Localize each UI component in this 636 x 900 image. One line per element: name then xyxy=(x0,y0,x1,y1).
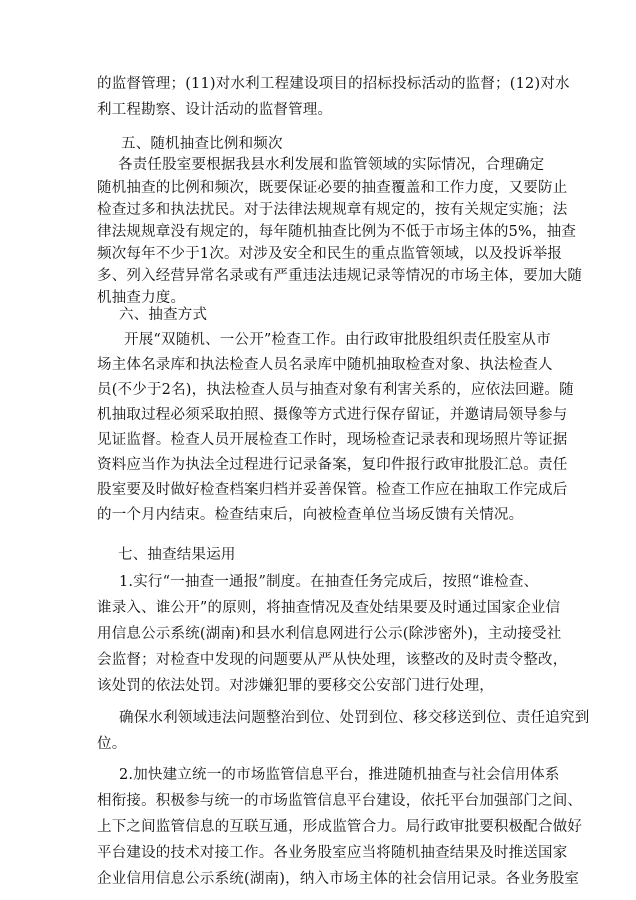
section-heading-5: 五、随机抽查比例和频次 xyxy=(121,136,283,152)
text-line: 谁录入、谁公开”的原则，将抽查情况及查处结果要及时通过国家企业信 xyxy=(97,600,561,616)
text-line: 的一个月内结束。检查结束后，向被检查单位当场反馈有关情况。 xyxy=(97,507,524,523)
text-line: 频次每年不少于1次。对涉及安全和民生的重点监管领域，以及投诉举报 xyxy=(97,246,563,262)
text-line: 用信息公示系统(湖南)和县水利信息网进行公示(除涉密外)，主动接受社 xyxy=(97,626,562,642)
text-line: 机抽取过程必须采取拍照、摄像等方式进行保存留证，并邀请局领导参与 xyxy=(97,407,568,423)
text-line: 开展“双随机、一公开”检查工作。由行政审批股组织责任股室从市 xyxy=(124,332,551,348)
text-line: 2.加快建立统一的市场监管信息平台，推进随机抽查与社会信用体系 xyxy=(119,767,560,783)
text-line: 上下之间监管信息的互联互通，形成监管合力。局行政审批要积极配合做好 xyxy=(97,819,583,835)
text-line: 员(不少于2名)，执法检查人员与抽查对象有利害关系的，应依法回避。随 xyxy=(97,382,574,398)
text-line: 1.实行“一抽查一通报”制度。在抽查任务完成后，按照“谁检查、 xyxy=(119,574,539,590)
text-line: 机抽查力度。 xyxy=(97,290,186,306)
text-line: 资料应当作为执法全过程进行记录备案，复印件报行政审批股汇总。责任 xyxy=(97,457,568,473)
text-line: 检查过多和执法扰民。对于法律法规规章有规定的，按有关规定实施；法 xyxy=(97,202,568,218)
section-heading-7: 七、抽查结果运用 xyxy=(118,547,236,563)
section-heading-6: 六、抽查方式 xyxy=(119,307,208,323)
text-line: 确保水利领域违法问题整治到位、处罚到位、移交移送到位、责任追究到 xyxy=(119,710,590,726)
text-line: 见证监督。检查人员开展检查工作时，现场检查记录表和现场照片等证据 xyxy=(97,432,568,448)
text-line: 的监督管理；(11)对水利工程建设项目的招标投标活动的监督；(12)对水 xyxy=(97,76,570,92)
text-line: 场主体名录库和执法检查人员名录库中随机抽取检查对象、执法检查人 xyxy=(97,357,553,373)
text-line: 企业信用信息公示系统(湖南)，纳入市场主体的社会信用记录。各业务股室 xyxy=(97,871,580,887)
text-line: 相衔接。积极参与统一的市场监管信息平台建设，依托平台加强部门之间、 xyxy=(97,793,583,809)
text-line: 随机抽查的比例和频次，既要保证必要的抽查覆盖和工作力度，又要防止 xyxy=(97,180,568,196)
text-line: 平台建设的技术对接工作。各业务股室应当将随机抽查结果及时推送国家 xyxy=(97,845,568,861)
text-line: 会监督；对检查中发现的问题要从严从快处理，该整改的及时责令整改， xyxy=(97,652,568,668)
text-line: 该处罚的依法处罚。对涉嫌犯罪的要移交公安部门进行处理， xyxy=(97,678,494,694)
text-line: 律法规规章没有规定的，每年随机抽查比例为不低于市场主体的5%，抽查 xyxy=(97,224,577,240)
text-line: 利工程勘察、设计活动的监督管理。 xyxy=(97,102,333,118)
text-line: 各责任股室要根据我县水利发展和监管领域的实际情况，合理确定 xyxy=(118,157,545,173)
text-line: 股室要及时做好检查档案归档并妥善保管。检查工作应在抽取工作完成后 xyxy=(97,482,568,498)
text-line: 位。 xyxy=(97,736,127,752)
text-line: 多、列入经营异常名录或有严重违法违规记录等情况的市场主体，要加大随 xyxy=(97,268,583,284)
